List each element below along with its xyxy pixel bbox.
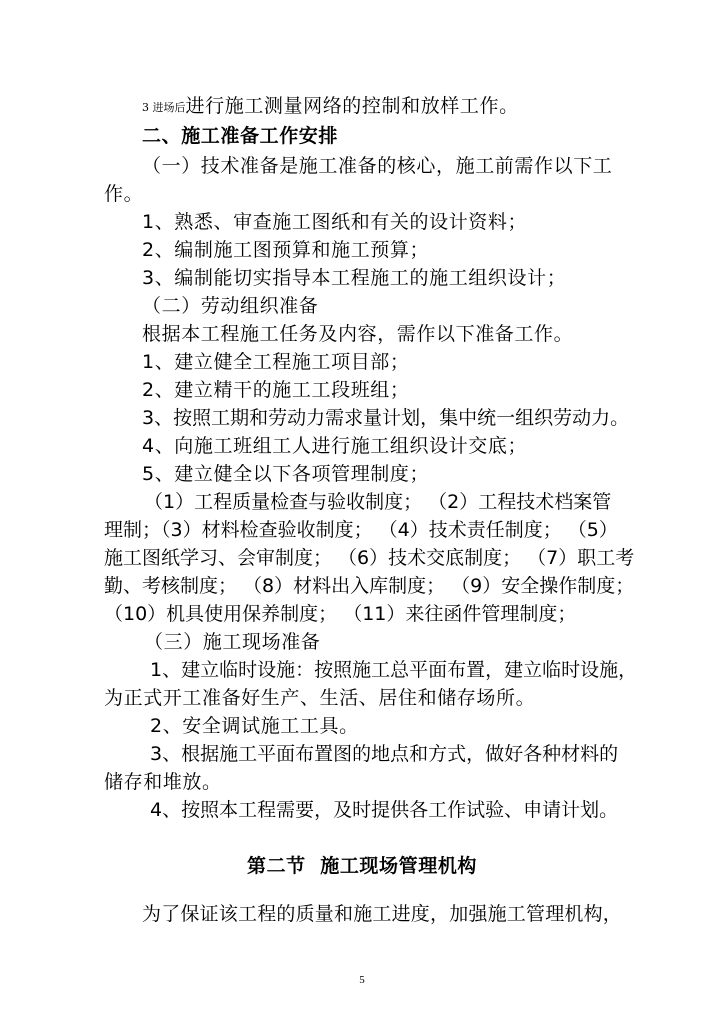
text-line [142, 92, 519, 122]
list-item: 3、根据施工平面布置图的地点和方式，做好各种材料的 [150, 743, 619, 765]
rules-line: （1）工程质量检查与验收制度； （2）工程技术档案管 [144, 491, 612, 513]
rules-line: 理制；（3）材料检查验收制度； （4）技术责任制度； （5） [104, 519, 618, 541]
list-item-continued: 为正式开工准备好生产、生活、居住和储存场所。 [104, 687, 536, 709]
list-item: 2、编制施工图预算和施工预算； [142, 239, 430, 261]
list-item: 2、安全调试施工工具。 [150, 715, 359, 737]
list-item: 1、建立临时设施：按照施工总平面布置，建立临时设施， [150, 659, 638, 681]
subsection-2-title: （二）劳动组织准备 [142, 295, 319, 317]
line-prefix: 3 进场后 [142, 101, 186, 114]
list-item: 2、建立精干的施工工段班组； [142, 379, 410, 401]
paragraph: 根据本工程施工任务及内容，需作以下准备工作。 [142, 323, 574, 345]
subsection-1-line-2: 作。 [104, 183, 144, 205]
list-item-continued: 储存和堆放。 [104, 771, 222, 793]
section-2-heading: 第二节 施工现场管理机构 [246, 855, 478, 877]
line-text: 进行施工测量网络的控制和放样工作。 [185, 95, 519, 117]
rules-line: 勤、考核制度； （8）材料出入库制度； （9）安全操作制度； [104, 575, 635, 597]
section-heading: 二、施工准备工作安排 [142, 125, 339, 147]
list-item: 1、建立健全工程施工项目部； [142, 351, 410, 373]
list-item: 4、向施工班组工人进行施工组织设计交底； [142, 435, 528, 457]
list-item: 5、建立健全以下各项管理制度； [142, 463, 430, 485]
subsection-1-line-1: （一）技术准备是施工准备的核心，施工前需作以下工 [142, 155, 613, 177]
list-item: 3、编制能切实指导本工程施工的施工组织设计； [142, 267, 567, 289]
list-item: 3、按照工期和劳动力需求量计划，集中统一组织劳动力。 [142, 407, 630, 429]
paragraph: 为了保证该工程的质量和施工进度，加强施工管理机构， [142, 903, 623, 925]
list-item: 1、熟悉、审查施工图纸和有关的设计资料； [142, 211, 528, 233]
rules-line: （10）机具使用保养制度； （11）来往函件管理制度； [104, 603, 577, 625]
subsection-3-title: （三）施工现场准备 [144, 631, 321, 653]
rules-line: 施工图纸学习、会审制度； （6）技术交底制度； （7）职工考 [104, 547, 635, 569]
list-item: 4、按照本工程需要，及时提供各工作试验、申请计划。 [150, 799, 619, 821]
page-number: 5 [359, 974, 365, 986]
